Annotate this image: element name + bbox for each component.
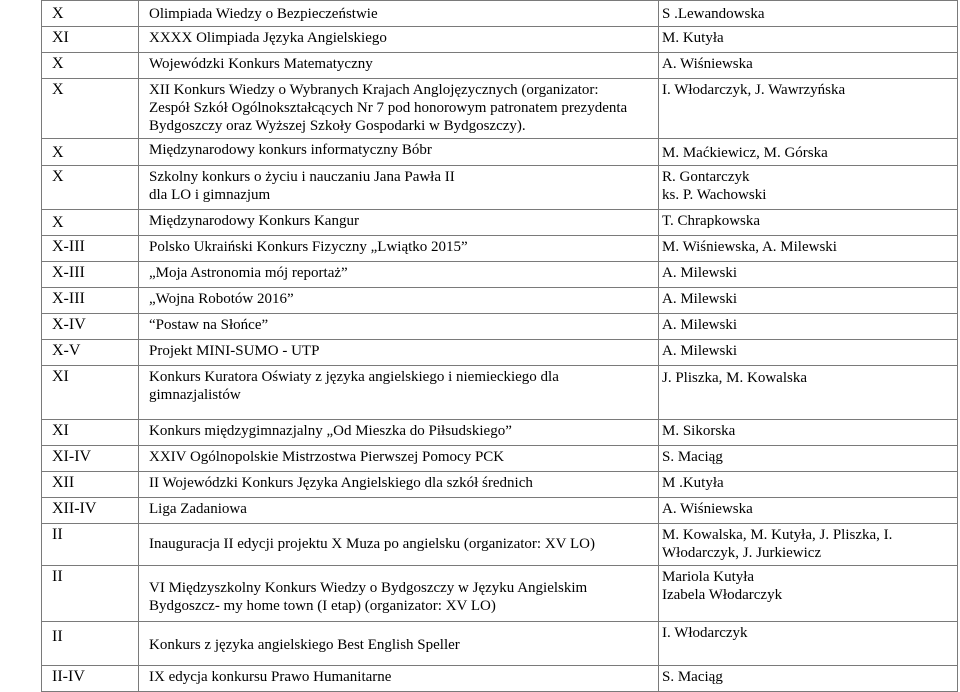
- grade-text: X-III: [52, 264, 85, 281]
- contest-line: Polsko Ukraiński Konkurs Fizyczny „Lwiątko 2015”: [149, 239, 468, 255]
- table-row: [42, 420, 958, 446]
- grade-text: X: [52, 81, 64, 98]
- teacher-cell: [659, 314, 958, 340]
- grade-text: XII: [52, 474, 75, 491]
- teacher-line: M. Kutyła: [662, 30, 724, 46]
- teacher-line: I. Włodarczyk: [662, 625, 748, 641]
- teacher-cell: [659, 566, 958, 622]
- teacher-cell: [659, 420, 958, 446]
- table-row: [42, 288, 958, 314]
- teacher-line: S .Lewandowska: [662, 6, 765, 22]
- table-row: [42, 622, 958, 666]
- grade-text: II-IV: [52, 668, 85, 685]
- grade-text: II: [52, 628, 63, 645]
- teacher-line: M. Wiśniewska, A. Milewski: [662, 239, 837, 255]
- contest-cell: [139, 262, 659, 288]
- grade-text: X-III: [52, 238, 85, 255]
- grade-cell: [42, 566, 139, 622]
- teacher-line: M. Maćkiewicz, M. Górska: [662, 145, 828, 161]
- contest-line: Bydgoszczy oraz Wyższej Szkoły Gospodarki w Bydgoszczy).: [149, 118, 526, 134]
- teacher-cell: [659, 236, 958, 262]
- contest-cell: [139, 210, 659, 236]
- contest-line: Inauguracja II edycji projektu X Muza po angielsku (organizator: XV LO): [149, 536, 595, 552]
- teacher-cell: [659, 524, 958, 566]
- grade-text: XI: [52, 368, 69, 385]
- grade-text: XI: [52, 422, 69, 439]
- grade-cell: [42, 236, 139, 262]
- teacher-cell: [659, 53, 958, 79]
- contest-cell: [139, 340, 659, 366]
- grade-text: XI: [52, 29, 69, 46]
- grade-cell: [42, 666, 139, 692]
- contest-cell: [139, 366, 659, 420]
- table-row: [42, 166, 958, 210]
- table-row: [42, 566, 958, 622]
- contest-line: dla LO i gimnazjum: [149, 187, 271, 203]
- contest-cell: [139, 566, 659, 622]
- contest-cell: [139, 166, 659, 210]
- contest-cell: [139, 666, 659, 692]
- teacher-cell: [659, 27, 958, 53]
- teacher-line: Izabela Włodarczyk: [662, 587, 783, 603]
- grade-text: II: [52, 526, 63, 543]
- grade-cell: [42, 262, 139, 288]
- teacher-cell: [659, 622, 958, 666]
- contest-line: Konkurs z języka angielskiego Best English Speller: [149, 637, 460, 653]
- grade-cell: [42, 139, 139, 166]
- grade-cell: [42, 622, 139, 666]
- teacher-line: R. Gontarczyk: [662, 169, 750, 185]
- grade-text: X: [52, 214, 64, 231]
- teacher-cell: [659, 288, 958, 314]
- contest-cell: [139, 236, 659, 262]
- contest-cell: [139, 622, 659, 666]
- contest-line: „Moja Astronomia mój reportaż”: [149, 265, 348, 281]
- contest-line: Olimpiada Wiedzy o Bezpieczeństwie: [149, 6, 378, 22]
- contest-line: Międzynarodowy Konkurs Kangur: [149, 213, 359, 229]
- table-row: [42, 236, 958, 262]
- grade-cell: [42, 288, 139, 314]
- teacher-line: ks. P. Wachowski: [662, 187, 767, 203]
- grade-text: X: [52, 144, 64, 161]
- table-row: [42, 666, 958, 692]
- contest-line: Bydgoszcz- my home town (I etap) (organizator: XV LO): [149, 598, 496, 614]
- table-row: [42, 79, 958, 139]
- contest-cell: [139, 53, 659, 79]
- table-row: [42, 27, 958, 53]
- table-row: [42, 139, 958, 166]
- table-row: [42, 366, 958, 420]
- teacher-line: T. Chrapkowska: [662, 213, 761, 229]
- teacher-line: M .Kutyła: [662, 475, 724, 491]
- contest-line: VI Międzyszkolny Konkurs Wiedzy o Bydgoszczy w Języku Angielskim: [149, 580, 588, 596]
- contest-line: gimnazjalistów: [149, 387, 241, 403]
- grade-text: X: [52, 168, 64, 185]
- grade-cell: [42, 27, 139, 53]
- teacher-line: A. Milewski: [662, 265, 737, 281]
- teacher-cell: [659, 472, 958, 498]
- teacher-line: J. Pliszka, M. Kowalska: [662, 370, 807, 386]
- teacher-cell: [659, 498, 958, 524]
- contest-cell: [139, 498, 659, 524]
- grade-text: XII-IV: [52, 500, 97, 517]
- contest-line: IX edycja konkursu Prawo Humanitarne: [149, 669, 392, 685]
- teacher-line: S. Maciąg: [662, 449, 723, 465]
- table-row: [42, 210, 958, 236]
- teacher-line: M. Sikorska: [662, 423, 736, 439]
- contest-cell: [139, 420, 659, 446]
- grade-cell: [42, 472, 139, 498]
- grade-text: XI-IV: [52, 448, 92, 465]
- contest-table: [41, 0, 958, 692]
- contest-cell: [139, 1, 659, 27]
- teacher-cell: [659, 446, 958, 472]
- teacher-line: Włodarczyk, J. Jurkiewicz: [662, 545, 822, 561]
- contest-line: XXXX Olimpiada Języka Angielskiego: [149, 30, 387, 46]
- teacher-line: S. Maciąg: [662, 669, 723, 685]
- grade-text: X-V: [52, 342, 81, 359]
- table-row: [42, 1, 958, 27]
- contest-cell: [139, 139, 659, 166]
- contest-line: Międzynarodowy konkurs informatyczny Bóbr: [149, 142, 432, 158]
- grade-cell: [42, 366, 139, 420]
- grade-text: II: [52, 568, 63, 585]
- contest-line: Projekt MINI-SUMO - UTP: [149, 343, 320, 359]
- teacher-cell: [659, 79, 958, 139]
- teacher-cell: [659, 366, 958, 420]
- teacher-cell: [659, 210, 958, 236]
- contest-line: Szkolny konkurs o życiu i nauczaniu Jana Pawła II: [149, 169, 455, 185]
- teacher-line: A. Milewski: [662, 317, 737, 333]
- grade-cell: [42, 314, 139, 340]
- table-row: [42, 446, 958, 472]
- grade-text: X-III: [52, 290, 85, 307]
- teacher-line: A. Milewski: [662, 291, 737, 307]
- table-row: [42, 524, 958, 566]
- contest-line: Konkurs Kuratora Oświaty z języka angielskiego i niemieckiego dla: [149, 369, 559, 385]
- teacher-line: M. Kowalska, M. Kutyła, J. Pliszka, I.: [662, 527, 893, 543]
- grade-cell: [42, 53, 139, 79]
- contest-line: Wojewódzki Konkurs Matematyczny: [149, 56, 373, 72]
- table-row: [42, 53, 958, 79]
- contest-cell: [139, 524, 659, 566]
- grade-cell: [42, 340, 139, 366]
- teacher-cell: [659, 666, 958, 692]
- contest-cell: [139, 79, 659, 139]
- contest-cell: [139, 446, 659, 472]
- grade-cell: [42, 446, 139, 472]
- grade-text: X-IV: [52, 316, 86, 333]
- grade-cell: [42, 420, 139, 446]
- teacher-cell: [659, 1, 958, 27]
- teacher-line: A. Milewski: [662, 343, 737, 359]
- table-row: [42, 498, 958, 524]
- grade-cell: [42, 524, 139, 566]
- contest-line: Zespół Szkół Ogólnokształcących Nr 7 pod honorowym patronatem prezydenta: [149, 100, 628, 116]
- table-row: [42, 314, 958, 340]
- contest-line: “Postaw na Słońce”: [149, 317, 269, 333]
- contest-line: II Wojewódzki Konkurs Języka Angielskiego dla szkół średnich: [149, 475, 533, 491]
- teacher-cell: [659, 139, 958, 166]
- table-row: [42, 262, 958, 288]
- contest-line: XXIV Ogólnopolskie Mistrzostwa Pierwszej Pomocy PCK: [149, 449, 505, 465]
- teacher-line: A. Wiśniewska: [662, 501, 753, 517]
- contest-cell: [139, 288, 659, 314]
- grade-cell: [42, 166, 139, 210]
- grade-text: X: [52, 55, 64, 72]
- contest-cell: [139, 27, 659, 53]
- teacher-line: A. Wiśniewska: [662, 56, 753, 72]
- contest-cell: [139, 472, 659, 498]
- grade-cell: [42, 79, 139, 139]
- teacher-line: I. Włodarczyk, J. Wawrzyńska: [662, 82, 846, 98]
- grade-cell: [42, 210, 139, 236]
- grade-text: X: [52, 5, 64, 22]
- contest-line: Liga Zadaniowa: [149, 501, 247, 517]
- teacher-line: Mariola Kutyła: [662, 569, 755, 585]
- teacher-cell: [659, 340, 958, 366]
- contest-table-body: [42, 1, 958, 692]
- table-row: [42, 340, 958, 366]
- contest-line: „Wojna Robotów 2016”: [149, 291, 294, 307]
- contest-line: XII Konkurs Wiedzy o Wybranych Krajach Anglojęzycznych (organizator:: [149, 82, 599, 98]
- contest-cell: [139, 314, 659, 340]
- grade-cell: [42, 498, 139, 524]
- grade-cell: [42, 1, 139, 27]
- teacher-cell: [659, 166, 958, 210]
- table-row: [42, 472, 958, 498]
- teacher-cell: [659, 262, 958, 288]
- contest-line: Konkurs międzygimnazjalny „Od Mieszka do Piłsudskiego”: [149, 423, 512, 439]
